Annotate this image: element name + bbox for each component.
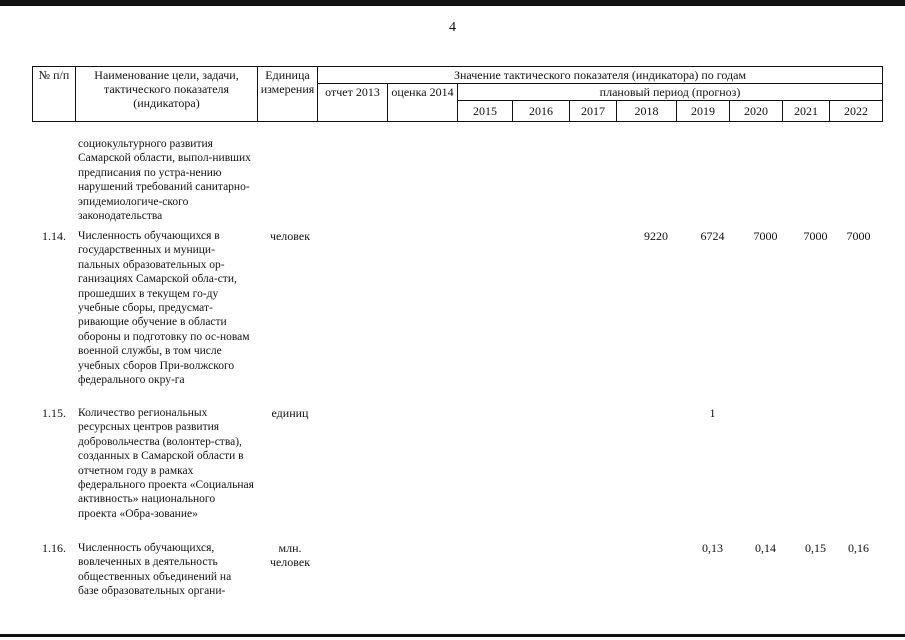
row-1-16-number: 1.16. <box>42 541 66 555</box>
row-1-14-value-2020: 7000 <box>753 229 778 243</box>
header-year-2022: 2022 <box>830 101 883 122</box>
page-number: 4 <box>449 20 456 35</box>
row-1-15-name: Количество региональных ресурсных центров развития добровольчества (волонтер-ства), созданных в Самарской области в отчетном году в рамках федерального проекта «Социальная активность» национального проекта «Обра-зование» <box>78 407 254 520</box>
row-1-14-value-2021: 7000 <box>803 229 828 243</box>
row-1-16-value-2022: 0,16 <box>848 541 869 555</box>
header-year-2016: 2016 <box>513 101 570 122</box>
row-1-15-unit: единиц <box>271 406 309 420</box>
row-1-15-number: 1.15. <box>42 406 66 420</box>
header-year-2019: 2019 <box>677 101 730 122</box>
row-1-14-unit: человек <box>269 229 311 243</box>
row-1-14-value-2022: 7000 <box>846 229 871 243</box>
row-1-16-value-2020: 0,14 <box>755 541 776 555</box>
row-1-14-value-2019: 6724 <box>700 229 725 243</box>
header-year-2015: 2015 <box>458 101 513 122</box>
header-col-unit: Единица измерения <box>258 67 318 122</box>
bottom-border-line <box>0 634 905 637</box>
row-1-14-number: 1.14. <box>42 229 66 243</box>
top-border-line <box>0 0 905 6</box>
header-year-2017: 2017 <box>570 101 617 122</box>
row-continued-name: социокультурного развития Самарской области, выпол-нивших предписания по устра-нению нарушений требований санитарно-эпидемиологиче-ского законодательства <box>78 138 251 223</box>
header-col-no: № п/п <box>33 67 76 122</box>
header-year-2021: 2021 <box>783 101 830 122</box>
row-1-16-value-2021: 0,15 <box>805 541 826 555</box>
header-col-values: Значение тактического показателя (индикатора) по годам <box>318 67 883 84</box>
row-1-14-value-2018: 9220 <box>644 229 668 243</box>
header-year-2018: 2018 <box>617 101 677 122</box>
header-col-name: Наименование цели, задачи, тактического показателя (индикатора) <box>76 67 258 122</box>
row-1-16-value-2019: 0,13 <box>702 541 723 555</box>
row-1-16-unit: млн. человек <box>269 541 311 569</box>
header-year-2020: 2020 <box>730 101 783 122</box>
row-1-16-name: Численность обучающихся, вовлеченных в деятельность общественных объединений на базе образовательных органи- <box>78 542 232 598</box>
header-col-estimate: оценка 2014 <box>388 84 458 122</box>
row-1-15-value-2019: 1 <box>709 406 716 420</box>
row-1-14-name: Численность обучающихся в государственных и муници-пальных образовательных ор-ганизациях Самарской обла-сти, прошедших в текущем го-ду учебные сборы, предусмат-ривающие обучение в области обороны и подготовку по ос-новам военной службы, в том числе учебных сборов При-волжского федерального окру-га <box>78 230 250 387</box>
header-col-report: отчет 2013 <box>318 84 388 122</box>
header-col-planned: плановый период (прогноз) <box>458 84 883 101</box>
table-header <box>32 66 883 122</box>
